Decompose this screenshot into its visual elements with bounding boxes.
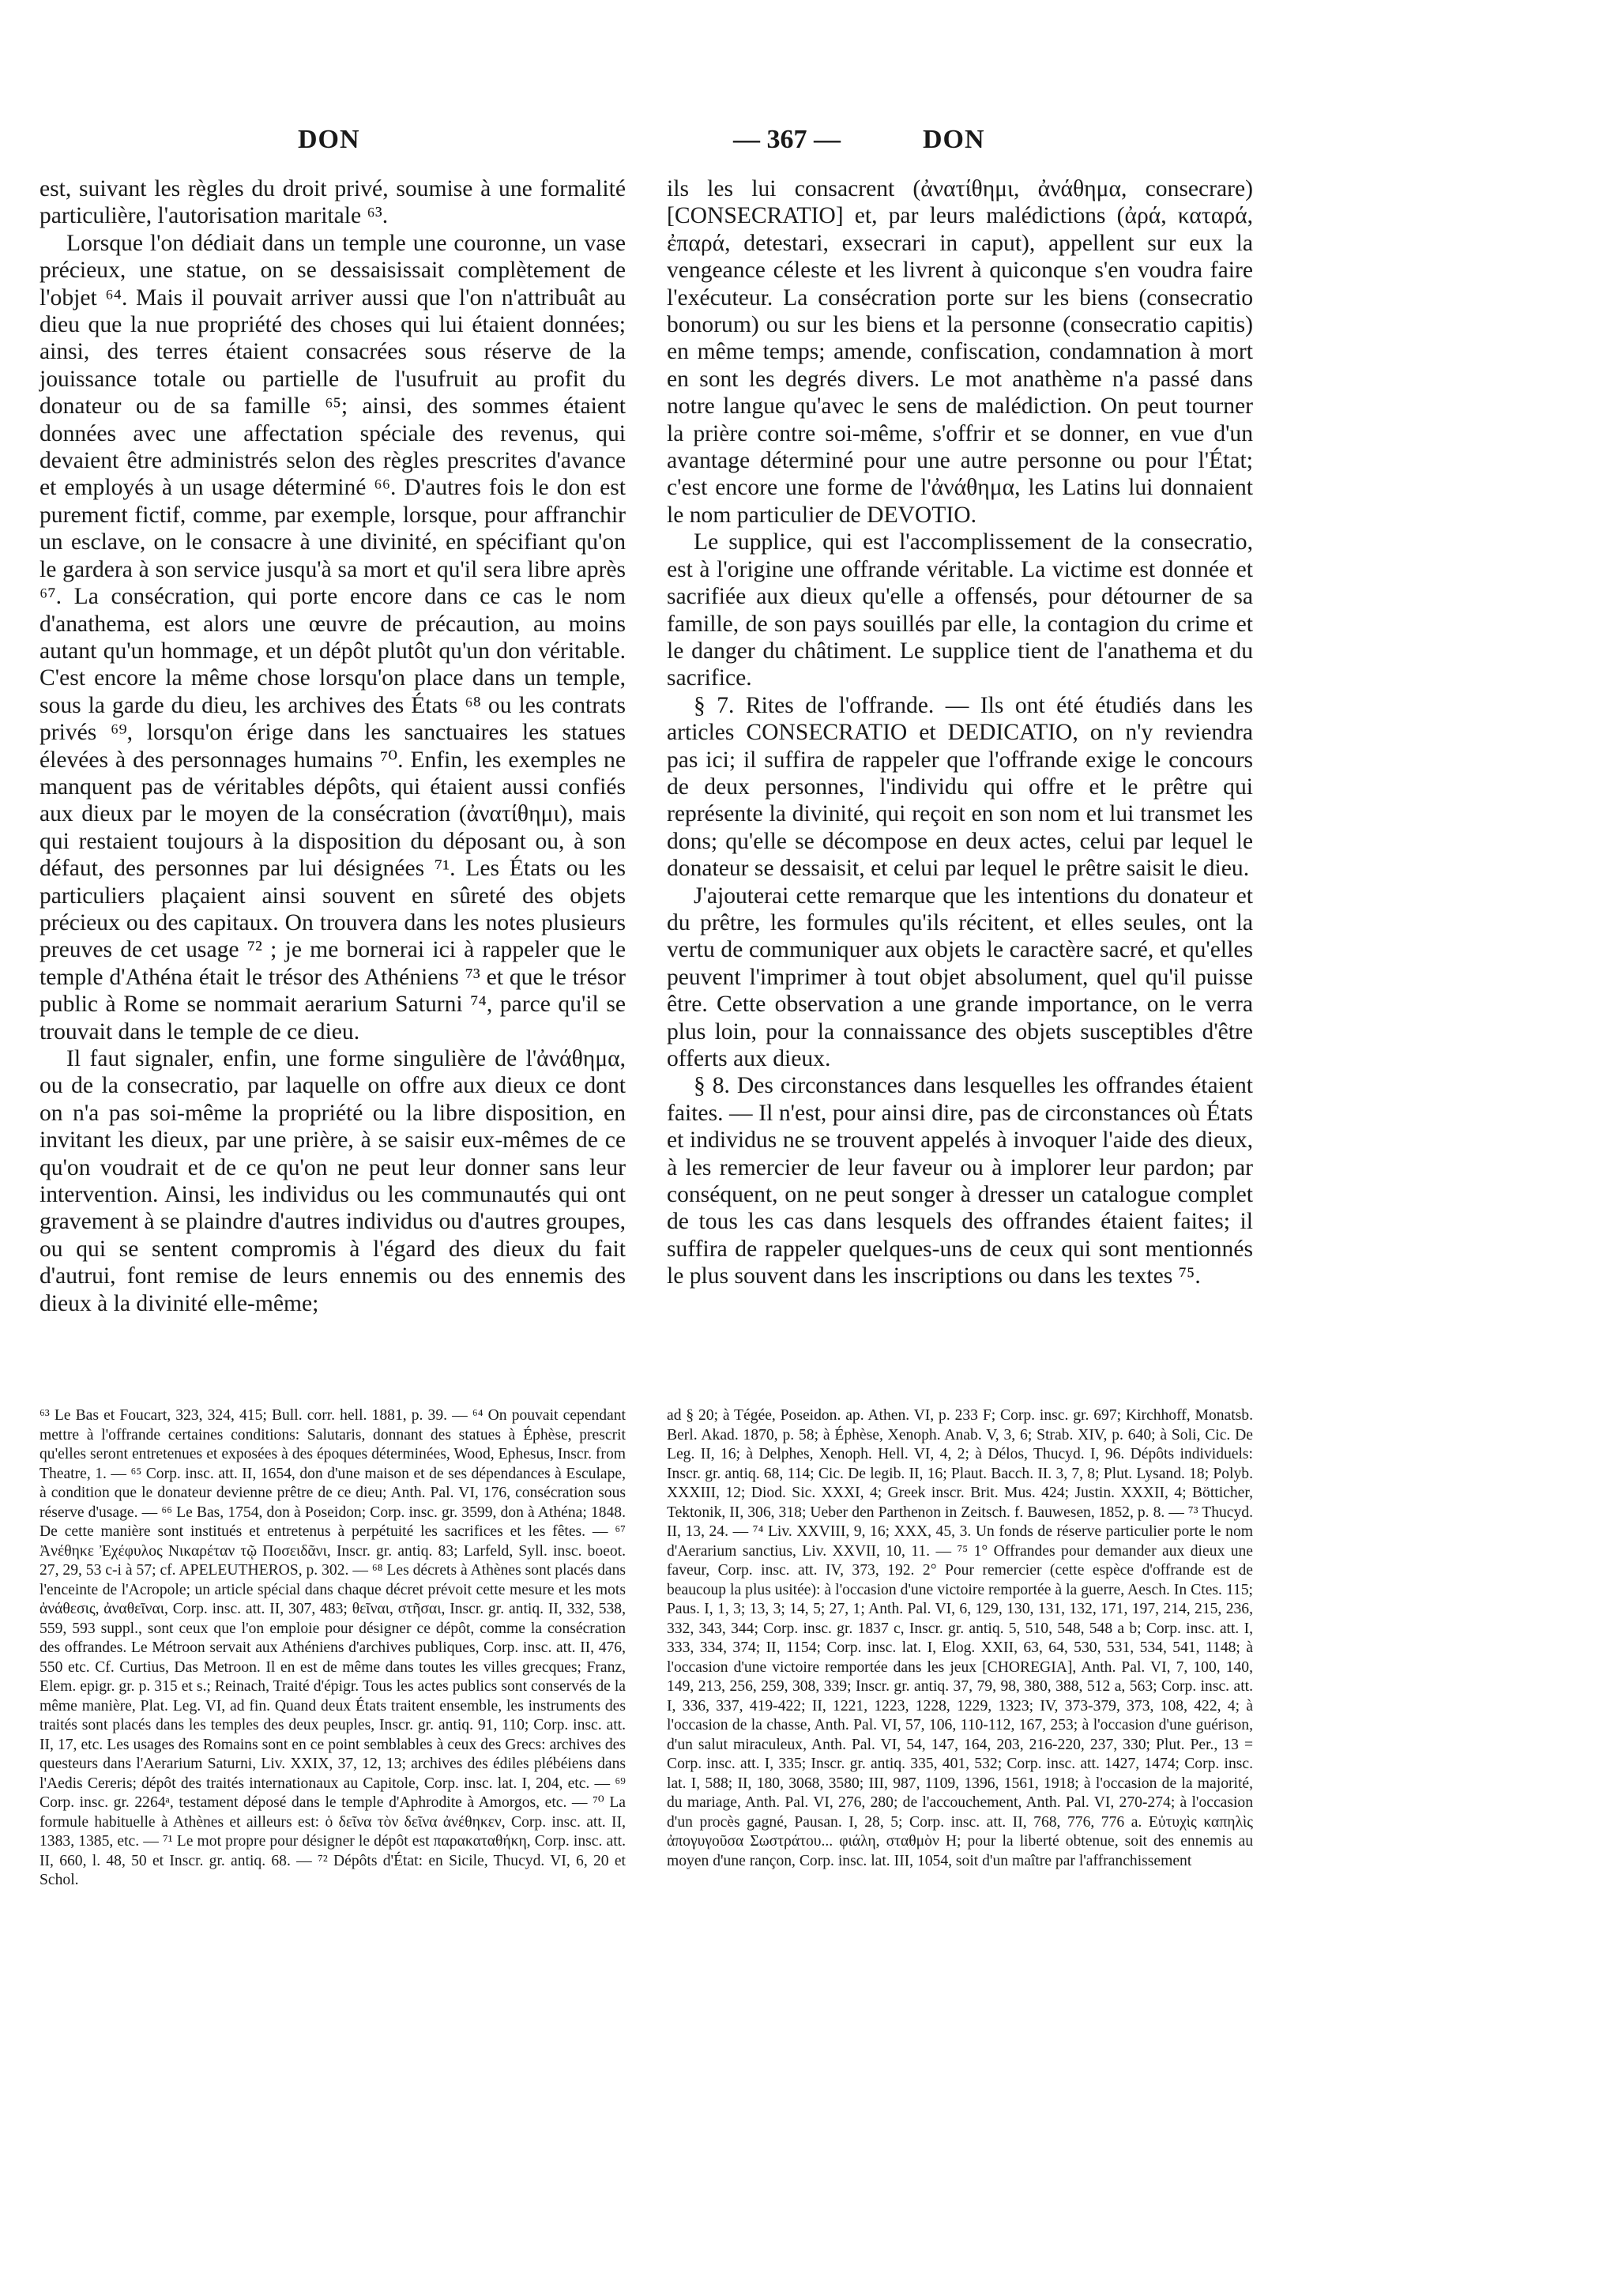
paragraph-section-7: § 7. Rites de l'offrande. — Ils ont été étudiés dans les articles CONSECRATIO et DEDICATIO, on n'y reviendra pas ici; il suffira de rappeler que l'offrande exige le concours de deux personnes, l'individu qui offre et le prêtre qui représente la divinité, qui reçoit en son nom et lui transmet les dons; qu'elle se décompose en deux actes, celui par lequel le donateur se dessaisit, et celui par lequel le prêtre saisit le dieu.: [667, 692, 1253, 882]
footnotes-right: [667, 1406, 1253, 1871]
header-right-title: DON: [923, 125, 985, 154]
paragraph: Lorsque l'on dédiait dans un temple une couronne, un vase précieux, une statue, on se dessaisissait complètement de l'objet ⁶⁴. Mais il pouvait arriver aussi que l'on n'attribuât au dieu que la nue propriété des choses qui lui étaient données; ainsi, des terres étaient consacrées sous réserve de la jouissance totale ou partielle de l'usufruit au profit du donateur ou de sa famille ⁶⁵; ainsi, des sommes étaient données avec une affectation spéciale des revenus, qui devaient être administrés selon des règles prescrites d'avance et employés à un usage déterminé ⁶⁶. D'autres fois le don est purement fictif, comme, par exemple, lorsque, pour affranchir un esclave, on le consacre à une divinité, en spécifiant qu'on le gardera à son service jusqu'à sa mort et qu'il sera libre après ⁶⁷. La consécration, qui porte encore dans ce cas le nom d'anathema, est alors une œuvre de précaution, au moins autant qu'un hommage, et un dépôt plutôt qu'un don véritable. C'est encore la même chose lorsqu'on place dans un temple, sous la garde du dieu, les archives des États ⁶⁸ ou les contrats privés ⁶⁹, lorsqu'on érige dans les sanctuaires les statues élevées à des personnages humains ⁷⁰. Enfin, les exemples ne manquent pas de véritables dépôts, qui étaient aussi confiés aux dieux par le moyen de la consécration (ἀνατίθημι), mais qui restaient toujours à la disposition du déposant ou, à son défaut, des personnes par lui désignées ⁷¹. Les États ou les particuliers plaçaient ainsi souvent en sûreté des objets précieux ou des capitaux. On trouvera dans les notes plusieurs preuves de cet usage ⁷² ; je me bornerai ici à rappeler que le temple d'Athéna était le trésor des Athéniens ⁷³ et que le trésor public à Rome se nommait aerarium Saturni ⁷⁴, parce qu'il se trouvait dans le temple de ce dieu.: [40, 230, 626, 1044]
paragraph: Il faut signaler, enfin, une forme singulière de l'ἀνάθημα, ou de la consecratio, par laquelle on offre aux dieux ce dont on n'a pas soi-même la propriété ou la libre disposition, en invitant les dieux, par une prière, à se saisir eux-mêmes de ce qu'on voudrait et de ce qu'on ne peut leur donner sans leur intervention. Ainsi, les individus ou les communautés qui ont gravement à se plaindre d'autres individus ou d'autres groupes, ou qui se sentent compromis à l'égard des dieux du fait d'autrui, font remise de leurs ennemis ou des ennemis des dieux à la divinité elle-même;: [40, 1046, 626, 1316]
header-left-title: DON: [298, 125, 360, 154]
page-number: — 367 —: [733, 125, 841, 154]
paragraph: Le supplice, qui est l'accomplissement de la consecratio, est à l'origine une offrande véritable. La victime est donnée et sacrifiée aux dieux qu'elle a offensés, pour détourner de sa famille, de son pays souillés par elle, la contagion du crime et le danger du châtiment. Le supplice tient de l'anathema et du sacrifice.: [667, 529, 1253, 691]
footnote-text: ad § 20; à Tégée, Poseidon. ap. Athen. VI, p. 233 F; Corp. insc. gr. 697; Kirchhoff, Monatsb. Berl. Akad. 1870, p. 58; à Éphèse, Xenoph. Anab. V, 3, 6; Strab. XIV, p. 640; à Soli, Cic. De Leg. II, 16; à Delphes, Xenoph. Hell. VI, 4, 2; à Délos, Thucyd. I, 96. Dépôts individuels: Inscr. gr. antiq. 68, 114; Cic. De legib. II, 16; Plaut. Bacch. II. 3, 7, 8; Plut. Lysand. 18; Polyb. XXXIII, 12; Diod. Sic. XXXI, 4; Greek inscr. Brit. Mus. 424; Justin. XXXII, 4; Bötticher, Tektonik, II, 306, 318; Ueber den Parthenon in Zeitsch. f. Bauwesen, 1852, p. 8. — ⁷³ Thucyd. II, 13, 24. — ⁷⁴ Liv. XXVIII, 9, 16; XXX, 45, 3. Un fonds de réserve particulier porte le nom d'Aerarium sanctius, Liv. XXVII, 10, 11. — ⁷⁵ 1° Offrandes pour demander aux dieux une faveur, Corp. insc. att. IV, 373, 192. 2° Pour remercier (cette espèce d'offrande est de beaucoup la plus usitée): à l'occasion d'une victoire remportée à la guerre, Aesch. In Ctes. 115; Paus. I, 1, 3; 13, 3; 14, 5; 27, 1; Anth. Pal. VI, 6, 129, 130, 131, 132, 171, 197, 214, 215, 236, 332, 343, 344; Corp. insc. gr. 1837 c, Inscr. gr. antiq. 5, 510, 548, 548 a b; Corp. insc. att. I, 333, 334, 374; II, 1154; Corp. insc. lat. I, Elog. XXII, 63, 64, 530, 531, 534, 541, 1148; à l'occasion d'une victoire remportée dans les jeux [CHOREGIA], Anth. Pal. VI, 7, 100, 140, 149, 213, 256, 259, 308, 339; Inscr. gr. antiq. 37, 79, 98, 380, 388, 512 a, 563; Corp. insc. att. I, 336, 337, 419-422; II, 1221, 1223, 1228, 1229, 1323; IV, 373-379, 373, 108, 422, 4; à l'occasion de la chasse, Anth. Pal. VI, 57, 106, 110-112, 167, 253; à l'occasion d'une guérison, d'un salut miraculeux, Anth. Pal. VI, 54, 147, 164, 203, 216-220, 237, 330; Plut. Per., 13 = Corp. insc. att. I, 335; Inscr. gr. antiq. 335, 401, 532; Corp. insc. att. 1427, 1474; Corp. insc. lat. I, 588; II, 180, 3068, 3580; III, 987, 1109, 1396, 1561, 1918; à l'occasion de la majorité, du mariage, Anth. Pal. VI, 276, 280; de l'accouchement, Anth. Pal. VI, 270-274; à l'occasion d'un procès gagné, Pausan. I, 28, 5; Corp. insc. att. II, 768, 776, 776 a. Εὐτυχὶς καπηλὶς ἀπογυγοῦσα Σωστράτου... φιάλη, σταθμὸν Η; pour la liberté obtenue, soit des ennemis au moyen d'une rançon, Corp. insc. lat. III, 1054, soit d'un maître par l'affranchissement: [667, 1407, 1253, 1869]
left-text-column: [40, 175, 626, 1317]
paragraph: ils les lui consacrent (ἀνατίθημι, ἀνάθημα, consecrare) [CONSECRATIO] et, par leurs malédictions (ἀρά, καταρά, ἐπαρά, detestari, exsecrari in caput), appellent sur eux la vengeance céleste et les livrent à quiconque s'en voudra faire l'exécuteur. La consécration porte sur les biens (consecratio bonorum) ou sur les biens et la personne (consecratio capitis) en même temps; amende, confiscation, condamnation à mort en sont les degrés divers. Le mot anathème n'a passé dans notre langue qu'avec le sens de malédiction. On peut tourner la prière contre soi-même, s'offrir et se donner, en vue d'un avantage déterminé pour une autre personne ou pour l'État; c'est encore une forme de l'ἀνάθημα, les Latins lui donnaient le nom particulier de DEVOTIO.: [667, 176, 1253, 528]
running-header: [0, 125, 1618, 172]
paragraph-section-8: § 8. Des circonstances dans lesquelles les offrandes étaient faites. — Il n'est, pour ainsi dire, pas de circonstances où États et individus ne se trouvent appelés à invoquer l'aide des dieux, à les remercier de leur faveur ou à implorer leur pardon; par conséquent, on ne peut songer à dresser un catalogue complet de tous les cas dans lesquels des offrandes étaient faites; il suffira de rappeler quelques-uns de ceux qui sont mentionnés le plus souvent dans les inscriptions ou dans les textes ⁷⁵.: [667, 1073, 1253, 1289]
paragraph: J'ajouterai cette remarque que les intentions du donateur et du prêtre, les formules qu'ils récitent, et elles seules, ont la vertu de communiquer aux objets le caractère sacré, et qu'elles peuvent l'imprimer à tout objet absolument, quel qu'il puisse être. Cette observation a une grande importance, on le verra plus loin, pour la connaissance des objets susceptibles d'être offerts aux dieux.: [667, 883, 1253, 1071]
footnotes-left: [40, 1406, 626, 1891]
footnote-text: ⁶³ Le Bas et Foucart, 323, 324, 415; Bull. corr. hell. 1881, p. 39. — ⁶⁴ On pouvait cependant mettre à l'offrande certaines conditions: Salutaris, donnant des statues à Éphèse, prescrit qu'elles seront entretenues et exposées à des époques déterminées, Wood, Ephesus, Inscr. from Theatre, 1. — ⁶⁵ Corp. insc. att. II, 1654, don d'une maison et de ses dépendances à Esculape, à condition que le donateur devienne prêtre de ce dieu; Anth. Pal. VI, 176, consécration sous réserve d'usage. — ⁶⁶ Le Bas, 1754, don à Poseidon; Corp. insc. gr. 3599, don à Athéna; 1848. De cette manière sont institués et entretenus à perpétuité les sacrifices et les fêtes. — ⁶⁷ Ἀνέθηκε Ἐχέφυλος Νικαρέταν τῷ Ποσειδᾶνι, Inscr. gr. antiq. 83; Larfeld, Syll. insc. boeot. 27, 29, 53 c-i à 57; cf. APELEUTHEROS, p. 302. — ⁶⁸ Les décrets à Athènes sont placés dans l'enceinte de l'Acropole; un article spécial dans chaque décret prévoit cette mesure et les mots ἀνάθεσις, ἀναθεῖναι, Corp. insc. att. II, 307, 483; θεῖναι, στῆσαι, Inscr. gr. antiq. II, 332, 538, 559, 593 suppl., sont ceux que l'on emploie pour désigner ce dépôt, comme la consécration des offrandes. Le Métroon servait aux Athéniens d'archives publiques, Corp. insc. att. II, 476, 550 etc. Cf. Curtius, Das Metroon. Il en est de même dans toutes les villes grecques; Franz, Elem. epigr. gr. p. 315 et s.; Reinach, Traité d'épigr. Tous les actes publics sont conservés de la même manière, Plat. Leg. VI, ad fin. Quand deux États traitent ensemble, les instruments des traités sont placés dans les temples des deux peuples, Inscr. gr. antiq. 91, 110; Corp. insc. att. II, 17, etc. Les usages des Romains sont en ce point semblables à ceux des Grecs: archives des questeurs dans l'Aerarium Saturni, Liv. XXIX, 37, 12, 13; archives des édiles plébéiens dans l'Aedis Cereris; dépôt des traités internationaux au Capitole, Corp. insc. lat. I, 204, etc. — ⁶⁹ Corp. insc. gr. 2264ᵃ, testament déposé dans le temple d'Aphrodite à Amorgos, etc. — ⁷⁰ La formule habituelle à Athènes et ailleurs est: ὁ δεῖνα τὸν δεῖνα ἀνέθηκεν, Corp. insc. att. II, 1383, 1385, etc. — ⁷¹ Le mot propre pour désigner le dépôt est παρακαταθήκη, Corp. insc. att. II, 660, l. 48, 50 et Inscr. gr. antiq. 68. — ⁷² Dépôts d'État: en Sicile, Thucyd. VI, 6, 20 et Schol.: [40, 1407, 626, 1888]
right-text-column: [667, 175, 1253, 1290]
paragraph: est, suivant les règles du droit privé, soumise à une formalité particulière, l'autorisation maritale ⁶³.: [40, 176, 626, 229]
